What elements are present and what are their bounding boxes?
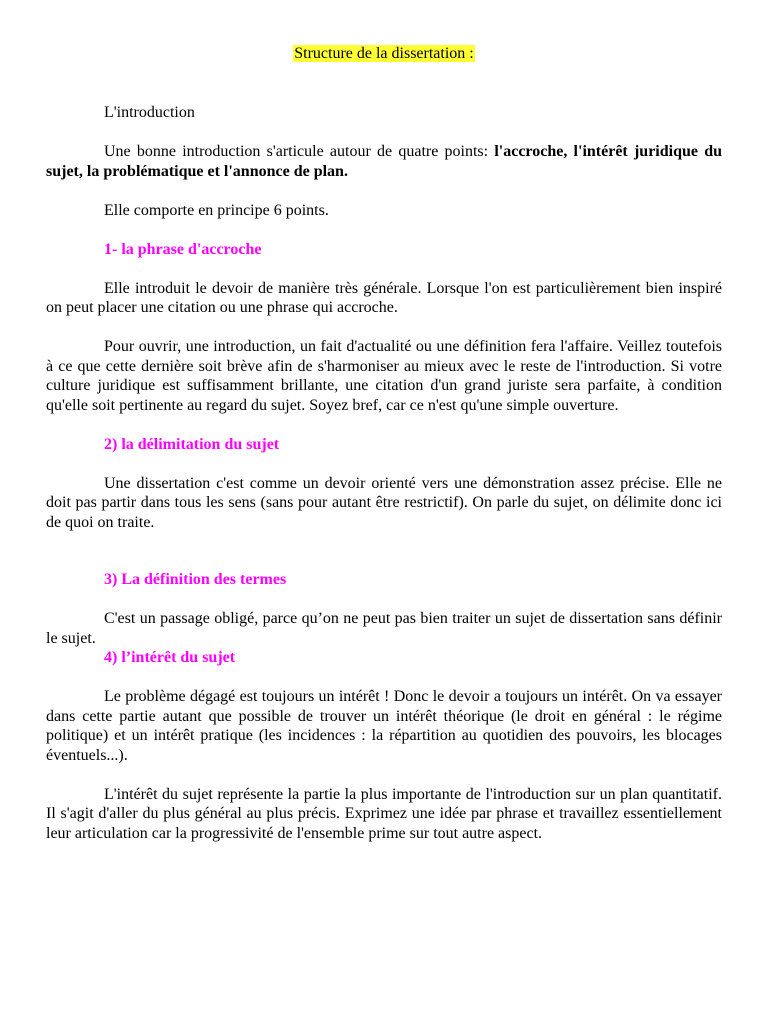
document-page bbox=[46, 44, 722, 843]
paragraph-interet-2: L'intérêt du sujet représente la partie la plus importante de l'introduction sur un plan quantitatif. Il s'agit d'aller du plus général au plus précis. Exprimez une idée par phrase et travaillez essentiellement leur articulation car la progressivité de l'ensemble prime sur tout autre aspect. bbox=[46, 785, 722, 842]
section-heading-delimitation: 2) la délimitation du sujet bbox=[104, 435, 280, 453]
section-heading-accroche: 1- la phrase d'accroche bbox=[104, 240, 262, 258]
section-heading-interet: 4) l’intérêt du sujet bbox=[104, 649, 236, 666]
paragraph-accroche-1: Elle introduit le devoir de manière très générale. Lorsque l'on est particulièrement bien inspiré on peut placer une citation ou une phrase qui accroche. bbox=[46, 279, 722, 316]
paragraph-six-points: Elle comporte en principe 6 points. bbox=[104, 201, 329, 219]
paragraph-intro-points-bold: l'accroche, l'intérêt juridique du sujet, la problématique et l'annonce de plan. bbox=[46, 143, 723, 180]
section-heading-definition: 3) La définition des termes bbox=[104, 571, 287, 588]
intro-heading: L'introduction bbox=[104, 104, 195, 121]
paragraph-definition: C'est un passage obligé, parce qu’on ne peut pas bien traiter un sujet de dissertation sans définir le sujet. bbox=[46, 610, 722, 647]
paragraph-intro-points-text: Une bonne introduction s'articule autour de quatre points: bbox=[104, 143, 495, 160]
title-line bbox=[46, 44, 722, 64]
paragraph-interet-1: Le problème dégagé est toujours un intérêt ! Donc le devoir a toujours un intérêt. On va essayer dans cette partie autant que possible de trouver un intérêt théorique (le droit en général : le régime politique) et un intérêt pratique (les incidences : la répartition au quotidien des pouvoirs, les blocages éventuels...). bbox=[46, 688, 722, 764]
paragraph-delimitation: Une dissertation c'est comme un devoir orienté vers une démonstration assez précise. Elle ne doit pas partir dans tous les sens (sans pour autant être restrictif). On parle du sujet, on délimite donc ici de quoi on traite. bbox=[46, 474, 722, 531]
document-title: Structure de la dissertation : bbox=[294, 45, 474, 62]
paragraph-intro-points bbox=[46, 142, 722, 181]
paragraph-accroche-2: Pour ouvrir, une introduction, un fait d'actualité ou une définition fera l'affaire. Veillez toutefois à ce que cette dernière soit brève afin de s'harmoniser au mieux avec le reste de l'introduction. Si votre culture juridique est suffisamment brillante, une citation d'un grand juriste sera parfaite, à condition qu'elle soit pertinente au regard du sujet. Soyez bref, car ce n'est qu'une simple ouverture. bbox=[46, 338, 722, 414]
